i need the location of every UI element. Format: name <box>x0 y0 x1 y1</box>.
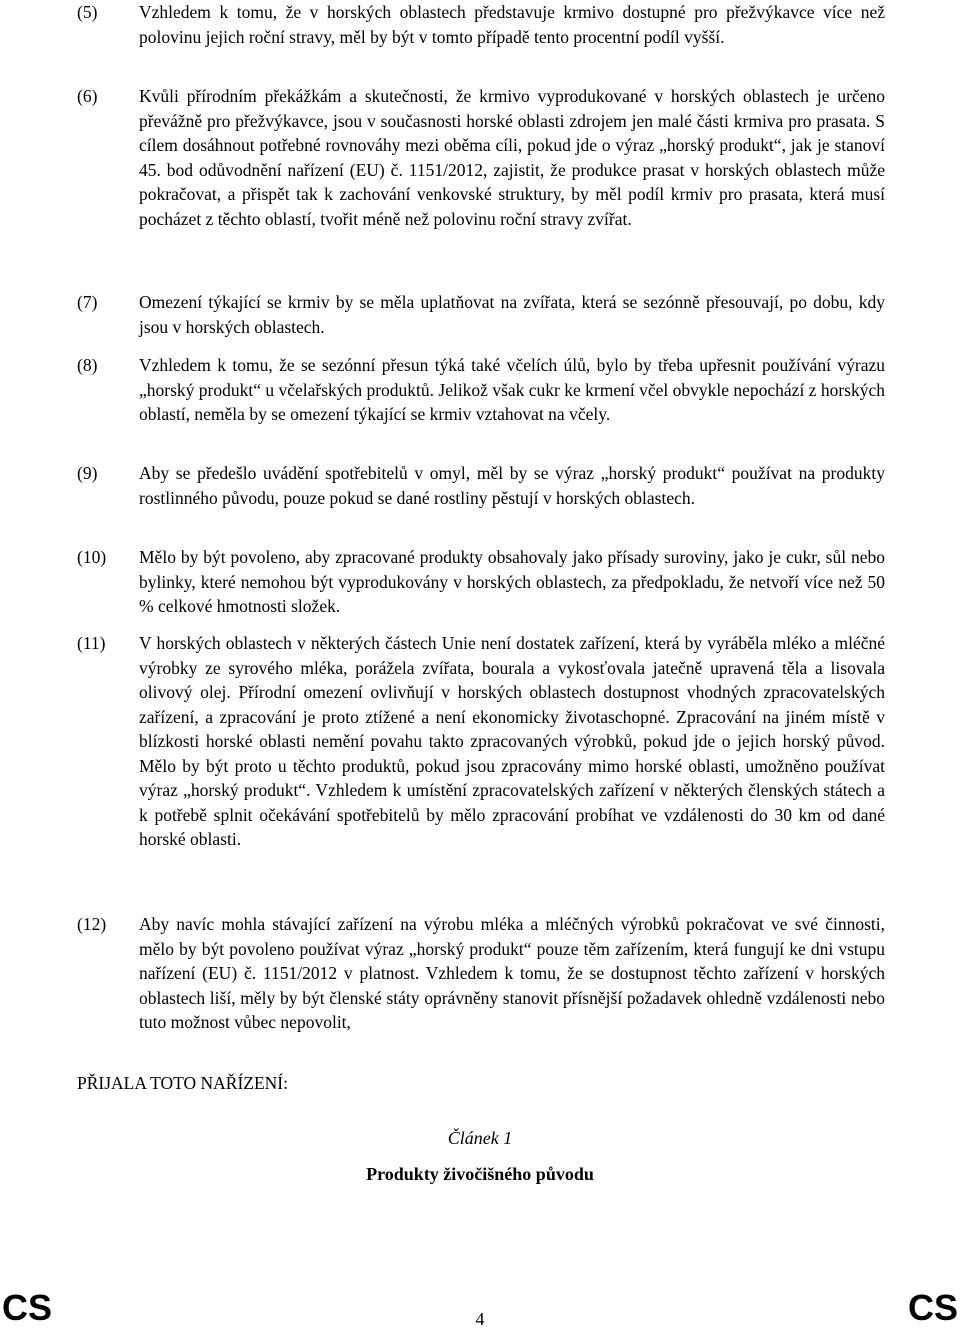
recital-11 <box>77 631 885 852</box>
recital-number: (9) <box>77 463 98 483</box>
recital-12 <box>77 912 885 1035</box>
footer-language-right: CS <box>907 1287 958 1328</box>
recital-6 <box>77 84 885 231</box>
recital-8 <box>77 353 885 427</box>
recital-number: (7) <box>77 292 98 312</box>
recital-number: (6) <box>77 86 98 106</box>
page-number: 4 <box>475 1309 485 1329</box>
recital-text: Aby navíc mohla stávající zařízení na výrobu mléka a mléčných výrobků pokračovat ve své činnosti, mělo by být povoleno používat výraz „horský produkt“ pouze těm zařízením, která fungují ke dni vstupu nařízení (EU) č. 1151/2012 v platnost. Vzhledem k tomu, že se dostupnost těchto zařízení v horských oblastech liší, měly by být členské státy oprávněny stanovit přísnější požadavek ohledně vzdálenosti nebo tuto možnost vůbec nepovolit, <box>139 914 885 1032</box>
recital-number: (8) <box>77 355 98 375</box>
recital-text: V horských oblastech v některých částech Unie není dostatek zařízení, která by vyráběla mléko a mléčné výrobky ze syrového mléka, porážela zvířata, bourala a vykosťovala jatečně upravená těla a lisovala olivový olej. Přírodní omezení ovlivňují v horských oblastech dostupnost vhodných zpracovatelských zařízení, a zpracování je proto ztížené a není ekonomicky životaschopné. Zpracování na jiném místě v blízkosti horské oblasti nemění povahu takto zpracovaných výrobků, pokud jde o jejich horský původ. Mělo by být proto u těchto produktů, pokud jsou zpracovány mimo horské oblasti, umožněno používat výraz „horský produkt“. Vzhledem k umístění zpracovatelských zařízení v některých členských státech a k potřebě splnit očekávání spotřebitelů by mělo zpracování probíhat ve vzdálenosti do 30 km od dané horské oblasti. <box>139 633 885 849</box>
recital-number: (12) <box>77 914 107 934</box>
recital-10 <box>77 545 885 619</box>
article-subtitle: Produkty živočišného původu <box>366 1164 594 1184</box>
recital-text: Omezení týkající se krmiv by se měla uplatňovat na zvířata, která se sezónně přesouvají, po dobu, kdy jsou v horských oblastech. <box>139 292 885 337</box>
article-title: Článek 1 <box>447 1128 513 1148</box>
adoption-line: PŘIJALA TOTO NAŘÍZENÍ: <box>77 1073 288 1093</box>
recital-5 <box>77 0 885 49</box>
recital-text: Aby se předešlo uvádění spotřebitelů v omyl, měl by se výraz „horský produkt“ používat na produkty rostlinného původu, pouze pokud se dané rostliny pěstují v horských oblastech. <box>139 463 885 508</box>
recital-text: Vzhledem k tomu, že se sezónní přesun týká také včelích úlů, bylo by třeba upřesnit používání výrazu „horský produkt“ u včelařských produktů. Jelikož však cukr ke krmení včel obvykle nepochází z horských oblastí, neměla by se omezení týkající se krmiv vztahovat na včely. <box>139 355 885 424</box>
recital-text: Vzhledem k tomu, že v horských oblastech představuje krmivo dostupné pro přežvýkavce více než polovinu jejich roční stravy, měl by být v tomto případě tento procentní podíl vyšší. <box>139 2 885 47</box>
recital-text: Kvůli přírodním překážkám a skutečnosti, že krmivo vyprodukované v horských oblastech je určeno převážně pro přežvýkavce, jsou v současnosti horské oblasti zdrojem jen malé části krmiva pro prasata. S cílem dosáhnout potřebné rovnováhy mezi oběma cíli, pokud jde o výraz „horský produkt“, jak je stanoví 45. bod odůvodnění nařízení (EU) č. 1151/2012, zajistit, že produkce prasat v horských oblastech může pokračovat, a přispět tak k zachování venkovské struktury, by měl podíl krmiv pro prasata, která musí pocházet z těchto oblastí, tvořit méně než polovinu roční stravy zvířat. <box>139 86 885 229</box>
recital-number: (10) <box>77 547 107 567</box>
recital-7 <box>77 290 885 339</box>
recital-9 <box>77 461 885 510</box>
recital-number: (11) <box>77 633 106 653</box>
recital-text: Mělo by být povoleno, aby zpracované produkty obsahovaly jako přísady suroviny, jako je cukr, sůl nebo bylinky, které nemohou být vyprodukovány v horských oblastech, za předpokladu, že netvoří více než 50 % celkové hmotnosti složek. <box>139 547 885 616</box>
recital-number: (5) <box>77 2 98 22</box>
footer-language-left: CS <box>2 1287 53 1328</box>
